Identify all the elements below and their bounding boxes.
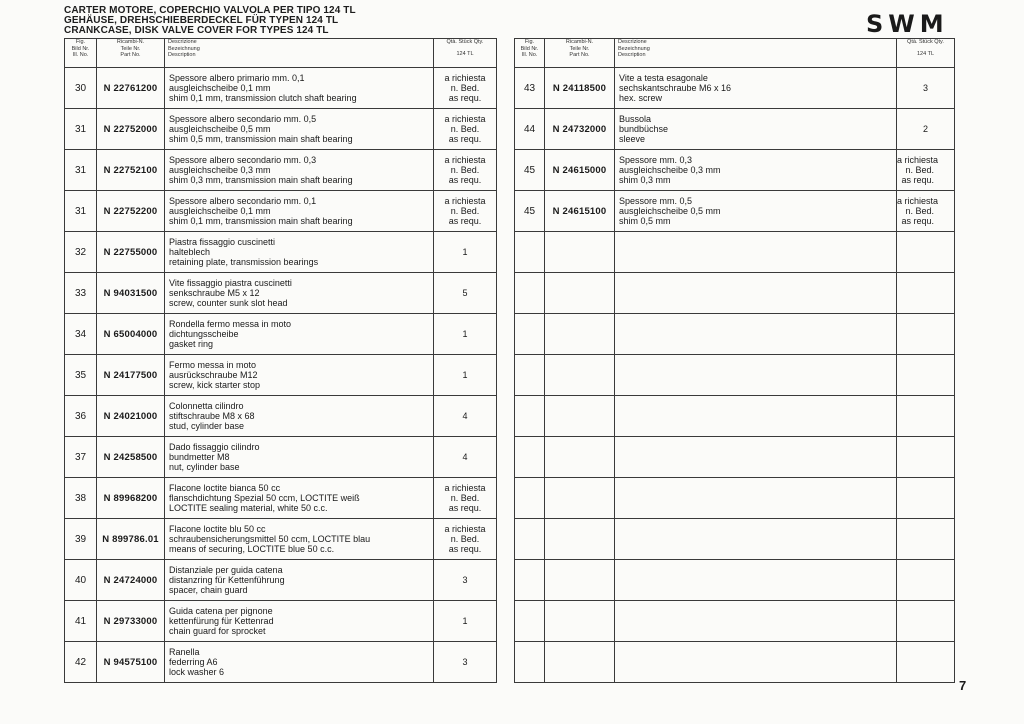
empty-cell bbox=[545, 314, 615, 355]
description-line: ausgleichscheibe 0,1 mm bbox=[169, 83, 271, 93]
part-description bbox=[165, 642, 434, 683]
parts-table-left bbox=[64, 38, 497, 683]
fig-number: 43 bbox=[515, 68, 545, 109]
table-row bbox=[515, 68, 955, 109]
empty-cell bbox=[897, 478, 955, 519]
column-header-row bbox=[65, 39, 497, 68]
quantity-line: as requ. bbox=[448, 544, 482, 554]
part-number: N 24258500 bbox=[97, 437, 165, 478]
empty-row bbox=[515, 396, 955, 437]
title-italian: CARTER MOTORE, COPERCHIO VALVOLA PER TIPO 124 TL bbox=[64, 5, 356, 16]
empty-cell bbox=[515, 601, 545, 642]
empty-cell bbox=[545, 519, 615, 560]
description-line: schraubensicherungsmittel 50 ccm, LOCTITE blau bbox=[169, 534, 371, 544]
empty-cell bbox=[897, 642, 955, 683]
empty-row bbox=[515, 437, 955, 478]
empty-cell bbox=[897, 601, 955, 642]
empty-cell bbox=[515, 642, 545, 683]
column-header-desc-line: Description bbox=[618, 52, 646, 58]
part-description bbox=[165, 232, 434, 273]
qty-label: Qtà. Stück Qty. bbox=[446, 39, 484, 45]
description-line: ausgleichscheibe 0,5 mm bbox=[619, 206, 721, 216]
description-line: ausgleichscheibe 0,3 mm bbox=[619, 165, 721, 175]
quantity-line: a richiesta bbox=[444, 155, 486, 165]
table-row bbox=[65, 642, 497, 683]
quantity-line: 1 bbox=[462, 370, 468, 380]
part-number: N 24615000 bbox=[545, 150, 615, 191]
part-number: N 24724000 bbox=[97, 560, 165, 601]
column-header-qty bbox=[897, 39, 955, 68]
quantity bbox=[434, 437, 497, 478]
description-line: Spessore albero secondario mm. 0,1 bbox=[169, 196, 317, 206]
part-description bbox=[165, 68, 434, 109]
table-row bbox=[65, 191, 497, 232]
quantity-line: 3 bbox=[922, 83, 928, 93]
empty-cell bbox=[615, 437, 897, 478]
description-line: chain guard for sprocket bbox=[169, 626, 266, 636]
description-line: Spessore albero secondario mm. 0,5 bbox=[169, 114, 317, 124]
description-line: Fermo messa in moto bbox=[169, 360, 257, 370]
quantity-line: a richiesta bbox=[444, 114, 486, 124]
column-header-fig-line: Bild Nr. bbox=[520, 45, 539, 52]
description-line: Bussola bbox=[619, 114, 652, 124]
column-header-desc-line: Description bbox=[168, 52, 196, 58]
empty-cell bbox=[515, 273, 545, 314]
table-row bbox=[65, 478, 497, 519]
quantity bbox=[434, 560, 497, 601]
fig-number: 30 bbox=[65, 68, 97, 109]
description-line: ausgleichscheibe 0,1 mm bbox=[169, 206, 271, 216]
description-line: Vite fissaggio piastra cuscinetti bbox=[169, 278, 292, 288]
empty-cell bbox=[897, 355, 955, 396]
column-header-fig bbox=[65, 39, 97, 68]
table-row bbox=[65, 150, 497, 191]
empty-row bbox=[515, 601, 955, 642]
description-line: Flacone loctite blu 50 cc bbox=[169, 524, 266, 534]
quantity-line: 1 bbox=[462, 247, 468, 257]
part-number: N 22752000 bbox=[97, 109, 165, 150]
parts-table-right bbox=[514, 38, 955, 683]
column-header-fig-line: Fig. bbox=[75, 39, 86, 45]
description-line: shim 0,3 mm bbox=[619, 175, 671, 185]
quantity-line: a richiesta bbox=[444, 524, 486, 534]
quantity-line: a richiesta bbox=[897, 196, 939, 206]
table-row bbox=[65, 355, 497, 396]
empty-cell bbox=[897, 396, 955, 437]
table-row bbox=[515, 150, 955, 191]
empty-cell bbox=[897, 273, 955, 314]
empty-cell bbox=[545, 560, 615, 601]
empty-cell bbox=[615, 519, 897, 560]
part-number: N 24021000 bbox=[97, 396, 165, 437]
column-header-desc-line: Bezeichnung bbox=[168, 45, 200, 52]
quantity-line: 3 bbox=[462, 575, 468, 585]
column-header-desc bbox=[165, 39, 434, 68]
quantity bbox=[897, 109, 955, 150]
quantity-line: 3 bbox=[462, 657, 468, 667]
quantity-line: n. Bed. bbox=[905, 206, 934, 216]
quantity-line: 1 bbox=[462, 329, 468, 339]
column-header-part-line: Teile Nr. bbox=[569, 45, 590, 52]
quantity-line: 2 bbox=[922, 124, 928, 134]
description-line: lock washer 6 bbox=[169, 667, 225, 677]
empty-cell bbox=[615, 355, 897, 396]
empty-cell bbox=[545, 273, 615, 314]
fig-number: 45 bbox=[515, 150, 545, 191]
description-line: Dado fissaggio cilindro bbox=[169, 442, 260, 452]
part-description bbox=[615, 109, 897, 150]
empty-row bbox=[515, 519, 955, 560]
table-row bbox=[65, 68, 497, 109]
description-line: federring A6 bbox=[169, 657, 218, 667]
part-description bbox=[165, 314, 434, 355]
quantity-line: as requ. bbox=[901, 216, 934, 226]
part-number: N 94031500 bbox=[97, 273, 165, 314]
table-row bbox=[515, 109, 955, 150]
quantity-line: n. Bed. bbox=[905, 165, 934, 175]
part-description bbox=[165, 519, 434, 560]
part-number: N 24732000 bbox=[545, 109, 615, 150]
quantity-line: a richiesta bbox=[897, 155, 939, 165]
quantity-line: 5 bbox=[462, 288, 468, 298]
description-line: kettenfürung für Kettenrad bbox=[169, 616, 274, 626]
column-header-part-line: Ricambi-N. bbox=[565, 39, 594, 45]
description-line: shim 0,3 mm, transmission main shaft bearing bbox=[169, 175, 353, 185]
part-description bbox=[615, 150, 897, 191]
quantity bbox=[434, 478, 497, 519]
quantity-line: as requ. bbox=[448, 503, 482, 513]
model-label: 124 TL bbox=[456, 50, 474, 57]
table-row bbox=[65, 437, 497, 478]
column-header-desc-line: Descrizione bbox=[168, 39, 197, 45]
column-header-fig-line: Ill. No. bbox=[521, 52, 538, 58]
document-title-block bbox=[64, 6, 356, 36]
quantity bbox=[434, 355, 497, 396]
table-row bbox=[65, 519, 497, 560]
part-number: N 24118500 bbox=[545, 68, 615, 109]
fig-number: 31 bbox=[65, 150, 97, 191]
description-line: spacer, chain guard bbox=[169, 585, 248, 595]
part-number: N 22755000 bbox=[97, 232, 165, 273]
empty-cell bbox=[545, 478, 615, 519]
quantity-line: as requ. bbox=[448, 175, 482, 185]
quantity bbox=[434, 273, 497, 314]
empty-cell bbox=[615, 642, 897, 683]
part-description bbox=[165, 150, 434, 191]
part-number: N 899786.01 bbox=[97, 519, 165, 560]
quantity bbox=[897, 68, 955, 109]
part-number: N 29733000 bbox=[97, 601, 165, 642]
table-row bbox=[65, 560, 497, 601]
description-line: means of securing, LOCTITE blue 50 c.c. bbox=[169, 544, 335, 554]
part-number: N 24615100 bbox=[545, 191, 615, 232]
column-header-part-line: Part No. bbox=[569, 52, 590, 58]
column-header-desc-line: Bezeichnung bbox=[618, 45, 650, 52]
description-line: stud, cylinder base bbox=[169, 421, 245, 431]
quantity bbox=[434, 601, 497, 642]
part-number: N 65004000 bbox=[97, 314, 165, 355]
quantity bbox=[434, 68, 497, 109]
part-description bbox=[165, 437, 434, 478]
description-line: Ranella bbox=[169, 647, 200, 657]
quantity bbox=[434, 150, 497, 191]
fig-number: 31 bbox=[65, 191, 97, 232]
quantity-line: 4 bbox=[462, 452, 468, 462]
quantity-line: n. Bed. bbox=[450, 493, 480, 503]
brand-logo: SWM bbox=[866, 10, 949, 38]
column-header-row bbox=[515, 39, 955, 68]
column-header-qty bbox=[434, 39, 497, 68]
description-line: Spessore albero primario mm. 0,1 bbox=[169, 73, 305, 83]
fig-number: 33 bbox=[65, 273, 97, 314]
model-label: 124 TL bbox=[916, 50, 935, 57]
empty-cell bbox=[545, 601, 615, 642]
description-line: Colonnetta cilindro bbox=[169, 401, 244, 411]
fig-number: 31 bbox=[65, 109, 97, 150]
description-line: sechskantschraube M6 x 16 bbox=[619, 83, 732, 93]
description-line: Flacone loctite bianca 50 cc bbox=[169, 483, 281, 493]
column-header-fig bbox=[515, 39, 545, 68]
empty-cell bbox=[897, 437, 955, 478]
fig-number: 37 bbox=[65, 437, 97, 478]
fig-number: 32 bbox=[65, 232, 97, 273]
description-line: Spessore albero secondario mm. 0,3 bbox=[169, 155, 317, 165]
part-number: N 89968200 bbox=[97, 478, 165, 519]
page-number: 7 bbox=[959, 678, 967, 693]
table-row bbox=[515, 191, 955, 232]
description-line: Spessore mm. 0,5 bbox=[619, 196, 693, 206]
quantity bbox=[897, 191, 955, 232]
column-header-fig-line: Bild Nr. bbox=[71, 45, 90, 52]
empty-row bbox=[515, 355, 955, 396]
fig-number: 45 bbox=[515, 191, 545, 232]
quantity-line: 4 bbox=[462, 411, 468, 421]
fig-number: 42 bbox=[65, 642, 97, 683]
empty-row bbox=[515, 273, 955, 314]
empty-cell bbox=[515, 355, 545, 396]
column-header-desc bbox=[615, 39, 897, 68]
part-description bbox=[165, 355, 434, 396]
fig-number: 36 bbox=[65, 396, 97, 437]
column-header-part-line: Part No. bbox=[120, 52, 141, 58]
fig-number: 41 bbox=[65, 601, 97, 642]
part-description bbox=[165, 273, 434, 314]
empty-cell bbox=[545, 437, 615, 478]
table-row bbox=[65, 273, 497, 314]
description-line: ausrückschraube M12 bbox=[169, 370, 258, 380]
table-row bbox=[65, 109, 497, 150]
fig-number: 44 bbox=[515, 109, 545, 150]
table-row bbox=[65, 314, 497, 355]
quantity-line: as requ. bbox=[448, 93, 482, 103]
empty-row bbox=[515, 642, 955, 683]
description-line: dichtungsscheibe bbox=[169, 329, 239, 339]
fig-number: 39 bbox=[65, 519, 97, 560]
quantity-line: as requ. bbox=[448, 216, 482, 226]
description-line: shim 0,5 mm bbox=[619, 216, 671, 226]
description-line: sleeve bbox=[619, 134, 646, 144]
part-number: N 94575100 bbox=[97, 642, 165, 683]
column-header-part-line: Teile Nr. bbox=[120, 45, 141, 52]
quantity-line: n. Bed. bbox=[450, 534, 480, 544]
description-line: LOCTITE sealing material, white 50 c.c. bbox=[169, 503, 328, 513]
column-header-part bbox=[97, 39, 165, 68]
quantity-line: as requ. bbox=[448, 134, 482, 144]
description-line: Distanziale per guida catena bbox=[169, 565, 283, 575]
empty-cell bbox=[897, 519, 955, 560]
empty-cell bbox=[545, 396, 615, 437]
description-line: Spessore mm. 0,3 bbox=[619, 155, 693, 165]
qty-label: Qtà. Stück Qty. bbox=[907, 39, 944, 45]
empty-cell bbox=[615, 478, 897, 519]
part-description bbox=[165, 560, 434, 601]
part-description bbox=[615, 191, 897, 232]
fig-number: 35 bbox=[65, 355, 97, 396]
description-line: bundmetter M8 bbox=[169, 452, 230, 462]
part-number: N 24177500 bbox=[97, 355, 165, 396]
description-line: Guida catena per pignone bbox=[169, 606, 273, 616]
description-line: nut, cylinder base bbox=[169, 462, 240, 472]
description-line: distanzring für Kettenführung bbox=[169, 575, 285, 585]
quantity bbox=[434, 314, 497, 355]
empty-cell bbox=[515, 437, 545, 478]
empty-cell bbox=[545, 642, 615, 683]
description-line: ausgleichscheibe 0,5 mm bbox=[169, 124, 271, 134]
quantity-line: n. Bed. bbox=[450, 83, 480, 93]
column-header-part bbox=[545, 39, 615, 68]
part-number: N 22752100 bbox=[97, 150, 165, 191]
empty-cell bbox=[515, 314, 545, 355]
quantity bbox=[434, 191, 497, 232]
empty-cell bbox=[515, 560, 545, 601]
empty-row bbox=[515, 560, 955, 601]
part-description bbox=[165, 109, 434, 150]
description-line: hex. screw bbox=[619, 93, 663, 103]
table-row bbox=[65, 601, 497, 642]
quantity-line: 1 bbox=[462, 616, 468, 626]
empty-cell bbox=[615, 601, 897, 642]
part-number: N 22752200 bbox=[97, 191, 165, 232]
description-line: screw, kick starter stop bbox=[169, 380, 261, 390]
empty-cell bbox=[615, 560, 897, 601]
quantity-line: n. Bed. bbox=[450, 165, 480, 175]
column-header-desc-line: Descrizione bbox=[618, 39, 647, 45]
quantity-line: a richiesta bbox=[444, 73, 486, 83]
description-line: bundbüchse bbox=[619, 124, 669, 134]
empty-cell bbox=[897, 560, 955, 601]
empty-row bbox=[515, 314, 955, 355]
quantity-line: a richiesta bbox=[444, 483, 486, 493]
empty-cell bbox=[897, 314, 955, 355]
part-description bbox=[165, 396, 434, 437]
empty-cell bbox=[897, 232, 955, 273]
empty-cell bbox=[515, 396, 545, 437]
description-line: flanschdichtung Spezial 50 ccm, LOCTITE weiß bbox=[169, 493, 360, 503]
quantity bbox=[434, 642, 497, 683]
column-header-part-line: Ricambi-N. bbox=[116, 39, 145, 45]
quantity-line: a richiesta bbox=[444, 196, 486, 206]
empty-row bbox=[515, 478, 955, 519]
empty-cell bbox=[515, 519, 545, 560]
description-line: senkschraube M5 x 12 bbox=[169, 288, 260, 298]
description-line: Rondella fermo messa in moto bbox=[169, 319, 292, 329]
description-line: Vite a testa esagonale bbox=[619, 73, 708, 83]
part-description bbox=[615, 68, 897, 109]
quantity bbox=[434, 396, 497, 437]
empty-cell bbox=[615, 314, 897, 355]
quantity bbox=[434, 232, 497, 273]
column-header-fig-line: Ill. No. bbox=[72, 52, 89, 58]
table-row bbox=[65, 232, 497, 273]
fig-number: 34 bbox=[65, 314, 97, 355]
title-english: CRANKCASE, DISK VALVE COVER FOR TYPES 124 TL bbox=[64, 25, 329, 36]
quantity-line: n. Bed. bbox=[450, 206, 480, 216]
column-header-fig-line: Fig. bbox=[524, 39, 535, 45]
part-description bbox=[165, 478, 434, 519]
empty-cell bbox=[615, 273, 897, 314]
part-description bbox=[165, 191, 434, 232]
empty-cell bbox=[515, 478, 545, 519]
fig-number: 38 bbox=[65, 478, 97, 519]
empty-cell bbox=[615, 232, 897, 273]
table-row bbox=[65, 396, 497, 437]
empty-cell bbox=[545, 355, 615, 396]
title-german: GEHÄUSE, DREHSCHIEBERDECKEL FÜR TYPEN 124 TL bbox=[64, 15, 339, 26]
empty-row bbox=[515, 232, 955, 273]
description-line: ausgleichscheibe 0,3 mm bbox=[169, 165, 271, 175]
quantity bbox=[434, 109, 497, 150]
part-description bbox=[165, 601, 434, 642]
part-number: N 22761200 bbox=[97, 68, 165, 109]
quantity bbox=[897, 150, 955, 191]
empty-cell bbox=[545, 232, 615, 273]
description-line: shim 0,1 mm, transmission main shaft bearing bbox=[169, 216, 353, 226]
description-line: retaining plate, transmission bearings bbox=[169, 257, 319, 267]
quantity-line: n. Bed. bbox=[450, 124, 480, 134]
empty-cell bbox=[515, 232, 545, 273]
description-line: shim 0,1 mm, transmission clutch shaft bearing bbox=[169, 93, 357, 103]
description-line: halteblech bbox=[169, 247, 211, 257]
quantity bbox=[434, 519, 497, 560]
description-line: shim 0,5 mm, transmission main shaft bearing bbox=[169, 134, 353, 144]
empty-cell bbox=[615, 396, 897, 437]
quantity-line: as requ. bbox=[901, 175, 934, 185]
description-line: screw, counter sunk slot head bbox=[169, 298, 288, 308]
description-line: Piastra fissaggio cuscinetti bbox=[169, 237, 276, 247]
description-line: stiftschraube M8 x 68 bbox=[169, 411, 255, 421]
fig-number: 40 bbox=[65, 560, 97, 601]
description-line: gasket ring bbox=[169, 339, 214, 349]
